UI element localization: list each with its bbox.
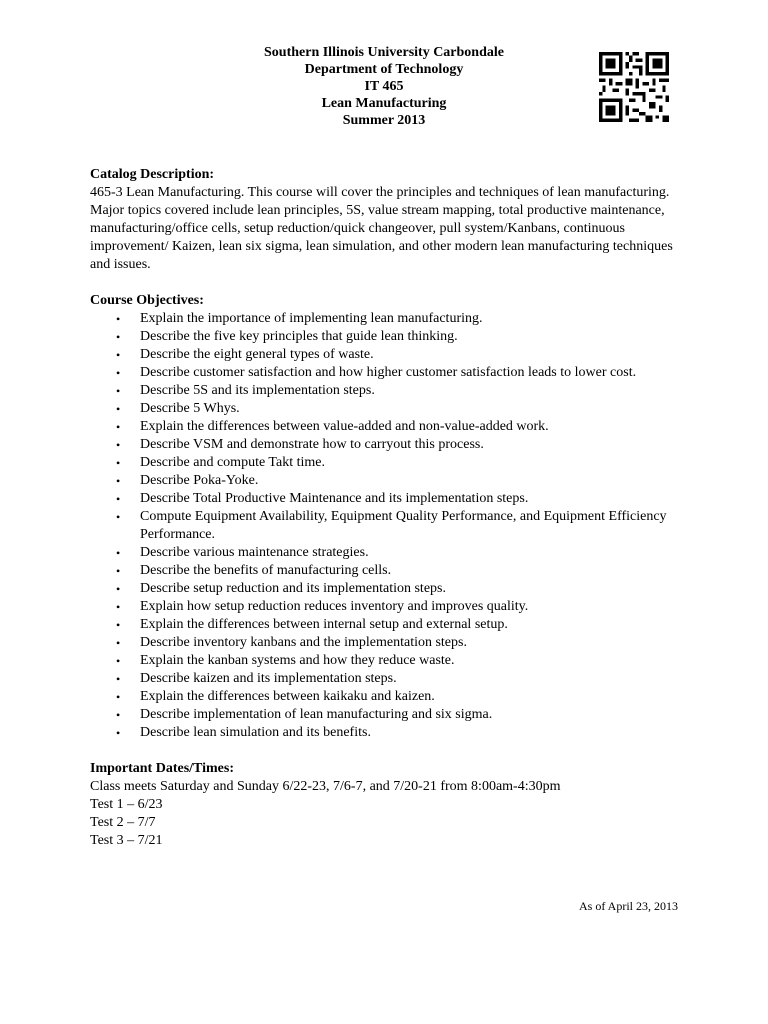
objective-item [90, 616, 690, 634]
test-2-date: Test 2 – 7/7 [90, 815, 156, 830]
objective-item [90, 310, 690, 328]
objective-item [90, 544, 690, 562]
objective-text: Describe the eight general types of waste. [140, 347, 374, 362]
test-3-date: Test 3 – 7/21 [90, 833, 163, 848]
objective-text: Explain the kanban systems and how they reduce waste. [140, 653, 455, 668]
catalog-description-text: 465-3 Lean Manufacturing. This course will cover the principles and techniques of lean manufacturing. Major topics covered include lean principles, 5S, value stream mapping, total productive maintenance, manufacturing/office cells, setup reduction/quick changeover, pull system/Kanbans, continuous improvement/ Kaizen, lean six sigma, lean simulation, and other modern lean manufacturing techniques and issues. [90, 185, 673, 272]
objective-text: Explain the differences between value-added and non-value-added work. [140, 419, 549, 434]
objective-text: Explain the differences between kaikaku and kaizen. [140, 689, 435, 704]
bullet-icon: • [116, 636, 121, 650]
objective-text: Describe 5 Whys. [140, 401, 240, 416]
header-department: Department of Technology [304, 62, 464, 77]
objective-item [90, 652, 690, 670]
objective-item [90, 454, 690, 472]
objective-item [90, 328, 690, 346]
objective-text: Compute Equipment Availability, Equipment Quality Performance, and Equipment Efficiency Performance. [140, 509, 667, 542]
bullet-icon: • [116, 708, 121, 722]
bullet-icon: • [116, 366, 121, 380]
important-dates-heading: Important Dates/Times: [90, 761, 235, 776]
objective-item [90, 418, 690, 436]
objective-text: Describe implementation of lean manufacturing and six sigma. [140, 707, 493, 722]
bullet-icon: • [116, 456, 121, 470]
objective-item [90, 490, 690, 508]
course-objectives-heading: Course Objectives: [90, 293, 204, 308]
bullet-icon: • [116, 492, 121, 506]
objective-item [90, 634, 690, 652]
objective-text: Describe lean simulation and its benefits. [140, 725, 371, 740]
objective-text: Describe inventory kanbans and the implementation steps. [140, 635, 467, 650]
catalog-description-heading: Catalog Description: [90, 167, 215, 182]
bullet-icon: • [116, 582, 121, 596]
objective-text: Describe Total Productive Maintenance and its implementation steps. [140, 491, 529, 506]
bullet-icon: • [116, 312, 121, 326]
header-course-number: IT 465 [364, 79, 404, 94]
bullet-icon: • [116, 546, 121, 560]
objective-item [90, 436, 690, 454]
objective-item [90, 508, 690, 544]
bullet-icon: • [116, 618, 121, 632]
objective-item [90, 346, 690, 364]
objective-text: Explain the importance of implementing lean manufacturing. [140, 311, 483, 326]
test-1-date: Test 1 – 6/23 [90, 797, 163, 812]
objective-item [90, 688, 690, 706]
bullet-icon: • [116, 600, 121, 614]
bullet-icon: • [116, 510, 121, 524]
objective-text: Describe various maintenance strategies. [140, 545, 369, 560]
objective-text: Describe the five key principles that guide lean thinking. [140, 329, 458, 344]
bullet-icon: • [116, 330, 121, 344]
qr-code-icon [599, 52, 669, 122]
objective-item [90, 400, 690, 418]
document-body [90, 166, 690, 850]
objective-text: Explain the differences between internal setup and external setup. [140, 617, 508, 632]
class-schedule-line: Class meets Saturday and Sunday 6/22-23, 7/6-7, and 7/20-21 from 8:00am-4:30pm [90, 779, 561, 794]
bullet-icon: • [116, 654, 121, 668]
course-objectives-list [90, 310, 690, 742]
objective-text: Describe and compute Takt time. [140, 455, 325, 470]
objective-item [90, 670, 690, 688]
objective-text: Describe the benefits of manufacturing cells. [140, 563, 392, 578]
bullet-icon: • [116, 384, 121, 398]
objective-item [90, 382, 690, 400]
bullet-icon: • [116, 474, 121, 488]
bullet-icon: • [116, 564, 121, 578]
objective-item [90, 598, 690, 616]
bullet-icon: • [116, 420, 121, 434]
header-university: Southern Illinois University Carbondale [264, 45, 504, 60]
objective-item [90, 724, 690, 742]
objective-item [90, 472, 690, 490]
objective-item [90, 580, 690, 598]
objective-item [90, 706, 690, 724]
bullet-icon: • [116, 690, 121, 704]
bullet-icon: • [116, 402, 121, 416]
objective-text: Describe kaizen and its implementation steps. [140, 671, 397, 686]
bullet-icon: • [116, 672, 121, 686]
header-term: Summer 2013 [342, 113, 426, 128]
document-header [200, 44, 568, 129]
objective-text: Describe 5S and its implementation steps. [140, 383, 375, 398]
bullet-icon: • [116, 348, 121, 362]
objective-item [90, 364, 690, 382]
objective-text: Describe VSM and demonstrate how to carryout this process. [140, 437, 484, 452]
as-of-date: As of April 23, 2013 [579, 899, 678, 913]
bullet-icon: • [116, 726, 121, 740]
header-course-title: Lean Manufacturing [321, 96, 447, 111]
objective-item [90, 562, 690, 580]
objective-text: Describe setup reduction and its implementation steps. [140, 581, 446, 596]
objective-text: Describe Poka-Yoke. [140, 473, 259, 488]
bullet-icon: • [116, 438, 121, 452]
objective-text: Describe customer satisfaction and how higher customer satisfaction leads to lower cost. [140, 365, 637, 380]
objective-text: Explain how setup reduction reduces inventory and improves quality. [140, 599, 529, 614]
